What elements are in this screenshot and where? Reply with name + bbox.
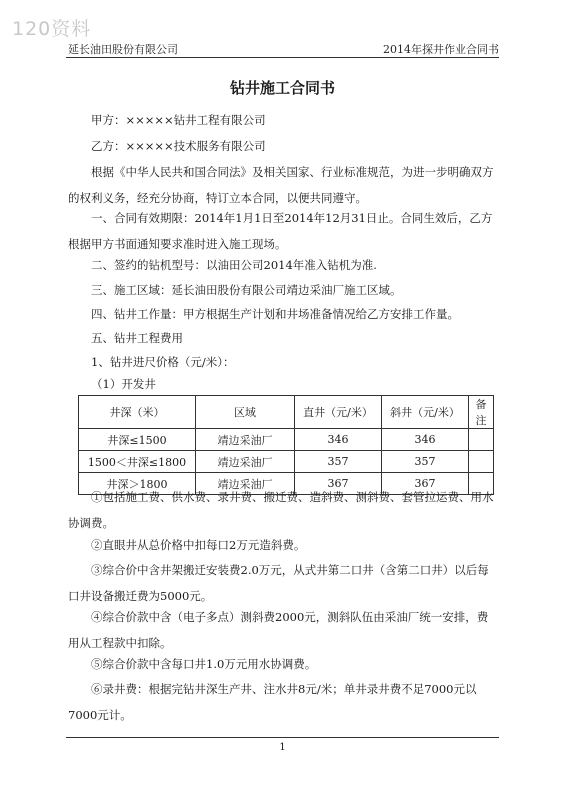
watermark-text: 120资料 [12, 18, 92, 40]
price-table [78, 395, 494, 495]
note-item: ⑥录井费：根据完钻井深生产井、注水井8元/米；单井录井费不足7000元以7000元计。 [68, 682, 477, 722]
table-cell: 靖边采油厂 [196, 451, 295, 473]
page-number: 1 [279, 742, 286, 753]
table-cell: 346 [382, 429, 469, 451]
party-a: 甲方：×××××钻井工程有限公司 [91, 113, 266, 127]
dev-well-heading: （1）开发井 [91, 377, 156, 391]
clause-term: 一、合同有效期限：2014年1月1日至2014年12月31日止。合同生效后，乙方根据甲方书面通知要求准时进入施工现场。 [68, 211, 493, 251]
table-header-row [79, 396, 494, 429]
price-heading: 1、钻井进尺价格（元/米）： [91, 355, 235, 369]
note-item: ⑤综合价款中含每口井1.0万元用水协调费。 [91, 657, 317, 671]
note-item: ④综合价款中含（电子多点）测斜费2000元，测斜队伍由采油厂统一安排，费用从工程款中扣除。 [68, 610, 489, 650]
table-row [79, 429, 494, 451]
table-cell: 1500＜井深≤1800 [79, 451, 196, 473]
table-row [79, 451, 494, 473]
header-divider [66, 57, 499, 58]
table-header-cell: 区域 [196, 396, 295, 429]
table-cell: 357 [295, 451, 382, 473]
header-company: 延长油田股份有限公司 [68, 43, 178, 56]
table-cell: 靖边采油厂 [196, 473, 295, 495]
intro-paragraph: 根据《中华人民共和国合同法》及相关国家、行业标准规范，为进一步明确双方的权利义务，经充分协商，特订立本合同，以便共同遵守。 [68, 165, 494, 205]
document-title: 钻井施工合同书 [229, 79, 335, 97]
footer-divider [66, 737, 499, 738]
note-item: ②直眼井从总价格中扣每口2万元造斜费。 [91, 538, 306, 552]
clause-area: 三、施工区域：延长油田股份有限公司靖边采油厂施工区域。 [91, 283, 402, 297]
table-header-cell: 斜井（元/米） [382, 396, 469, 429]
table-header-cell: 井深（米） [79, 396, 196, 429]
table-cell: 靖边采油厂 [196, 429, 295, 451]
table-header-cell: 备注 [469, 396, 494, 429]
header-doc-title: 2014年探井作业合同书 [383, 43, 499, 56]
clause-fees-heading: 五、钻井工程费用 [91, 331, 183, 345]
table-cell: 井深≤1500 [79, 429, 196, 451]
clause-workload: 四、钻井工作量：甲方根据生产计划和井场准备情况给乙方安排工作量。 [91, 307, 459, 321]
table-cell: 井深＞1800 [79, 473, 196, 495]
clause-rig-model: 二、签约的钻机型号：以油田公司2014年准入钻机为准. [91, 258, 377, 272]
note-item: ③综合价中含井架搬迁安装费2.0万元，从式井第二口井（含第二口井）以后每口井设备搬迁费为5000元。 [68, 563, 489, 603]
table-header-cell: 直井（元/米） [295, 396, 382, 429]
table-cell: 346 [295, 429, 382, 451]
table-cell: 367 [382, 473, 469, 495]
table-cell: 367 [295, 473, 382, 495]
table-cell [469, 451, 494, 473]
table-cell [469, 429, 494, 451]
note-item: ①包括施工费、供水费、录井费、搬迁费、造斜费、测斜费、套管拉运费、用水协调费。 [68, 490, 494, 530]
table-cell: 357 [382, 451, 469, 473]
party-b: 乙方：×××××技术服务有限公司 [91, 139, 266, 153]
